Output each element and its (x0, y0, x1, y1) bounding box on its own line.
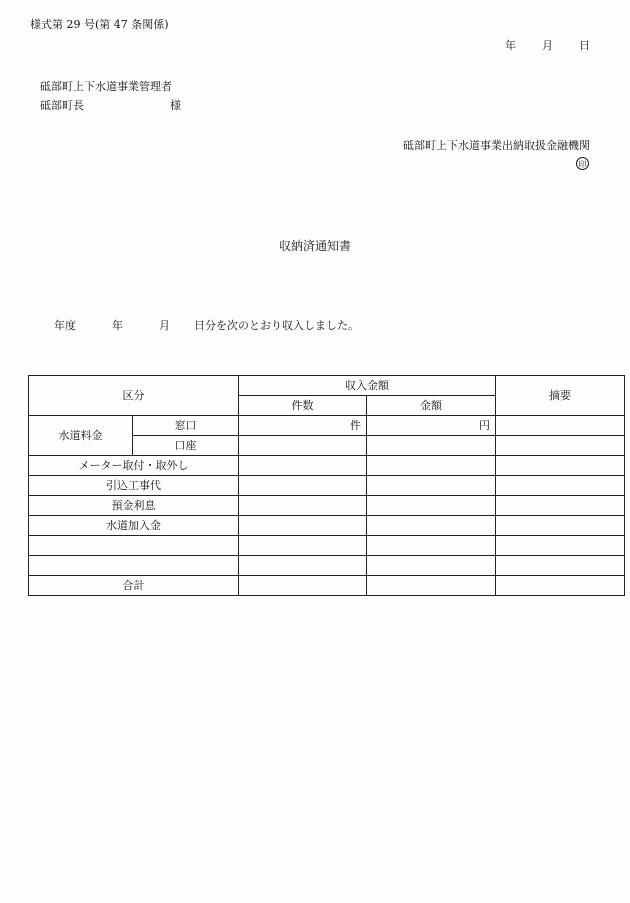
amount-cell[interactable] (367, 436, 496, 456)
statement-month: 月 (159, 319, 170, 332)
count-unit: 件 (350, 419, 361, 432)
table-row (29, 556, 625, 576)
amount-cell[interactable] (367, 496, 496, 516)
remarks-cell[interactable] (496, 536, 625, 556)
row-total: 合計 (29, 576, 239, 596)
date-line (505, 39, 590, 53)
count-cell[interactable] (239, 576, 367, 596)
row-subscription-fee: 水道加入金 (29, 516, 239, 536)
count-cell[interactable] (239, 556, 367, 576)
row-service-connection: 引込工事代 (29, 476, 239, 496)
header-count: 件数 (239, 396, 367, 416)
seal-mark: 印 (576, 157, 589, 170)
count-cell[interactable] (239, 496, 367, 516)
count-cell[interactable] (239, 476, 367, 496)
table-row (29, 496, 625, 516)
remarks-cell[interactable] (496, 436, 625, 456)
addressee-manager: 砥部町上下水道事業管理者 (40, 80, 172, 93)
row-meter: メーター取付・取外し (29, 456, 239, 476)
addressee-mayor: 砥部町長 (40, 99, 84, 112)
date-day-label: 日 (579, 39, 590, 52)
count-cell[interactable] (239, 516, 367, 536)
remarks-cell[interactable] (496, 496, 625, 516)
amount-cell[interactable] (367, 416, 496, 436)
date-month-label: 月 (542, 39, 553, 52)
header-category: 区分 (29, 376, 239, 416)
table-row (29, 456, 625, 476)
date-year-label: 年 (505, 39, 516, 52)
honorific: 様 (170, 99, 181, 112)
table-row (29, 516, 625, 536)
row-water-fee-counter: 窓口 (133, 416, 239, 436)
document-title: 収納済通知書 (278, 239, 351, 253)
remarks-cell[interactable] (496, 576, 625, 596)
remarks-cell[interactable] (496, 556, 625, 576)
row-water-fee-account: 口座 (133, 436, 239, 456)
count-cell[interactable] (239, 536, 367, 556)
statement-year: 年 (112, 319, 123, 332)
table-row (29, 476, 625, 496)
row-deposit-interest: 預金利息 (29, 496, 239, 516)
row-blank (29, 556, 239, 576)
remarks-cell[interactable] (496, 516, 625, 536)
count-cell[interactable] (239, 436, 367, 456)
statement-text: 日分を次のとおり収入しました。 (194, 319, 359, 332)
remarks-cell[interactable] (496, 476, 625, 496)
remarks-cell[interactable] (496, 416, 625, 436)
addressee-mayor-line (40, 99, 181, 113)
amount-cell[interactable] (367, 536, 496, 556)
receipt-table (28, 375, 625, 596)
issuer-name: 砥部町上下水道事業出納取扱金融機関 (403, 139, 590, 152)
amount-cell[interactable] (367, 456, 496, 476)
amount-unit: 円 (479, 419, 490, 432)
header-amount: 金額 (367, 396, 496, 416)
table-total-row (29, 576, 625, 596)
form-number: 様式第 29 号(第 47 条関係) (30, 18, 169, 31)
count-cell[interactable] (239, 456, 367, 476)
table-header-row (29, 376, 625, 396)
row-water-fee: 水道料金 (29, 416, 133, 456)
count-cell[interactable] (239, 416, 367, 436)
row-blank (29, 536, 239, 556)
amount-cell[interactable] (367, 516, 496, 536)
amount-cell[interactable] (367, 476, 496, 496)
remarks-cell[interactable] (496, 456, 625, 476)
amount-cell[interactable] (367, 576, 496, 596)
table-row (29, 536, 625, 556)
amount-cell[interactable] (367, 556, 496, 576)
statement-fiscal-year: 年度 (54, 319, 76, 332)
statement-line (54, 319, 454, 333)
table-row (29, 416, 625, 436)
header-income-amount: 収入金額 (239, 376, 496, 396)
header-remarks: 摘要 (496, 376, 625, 416)
